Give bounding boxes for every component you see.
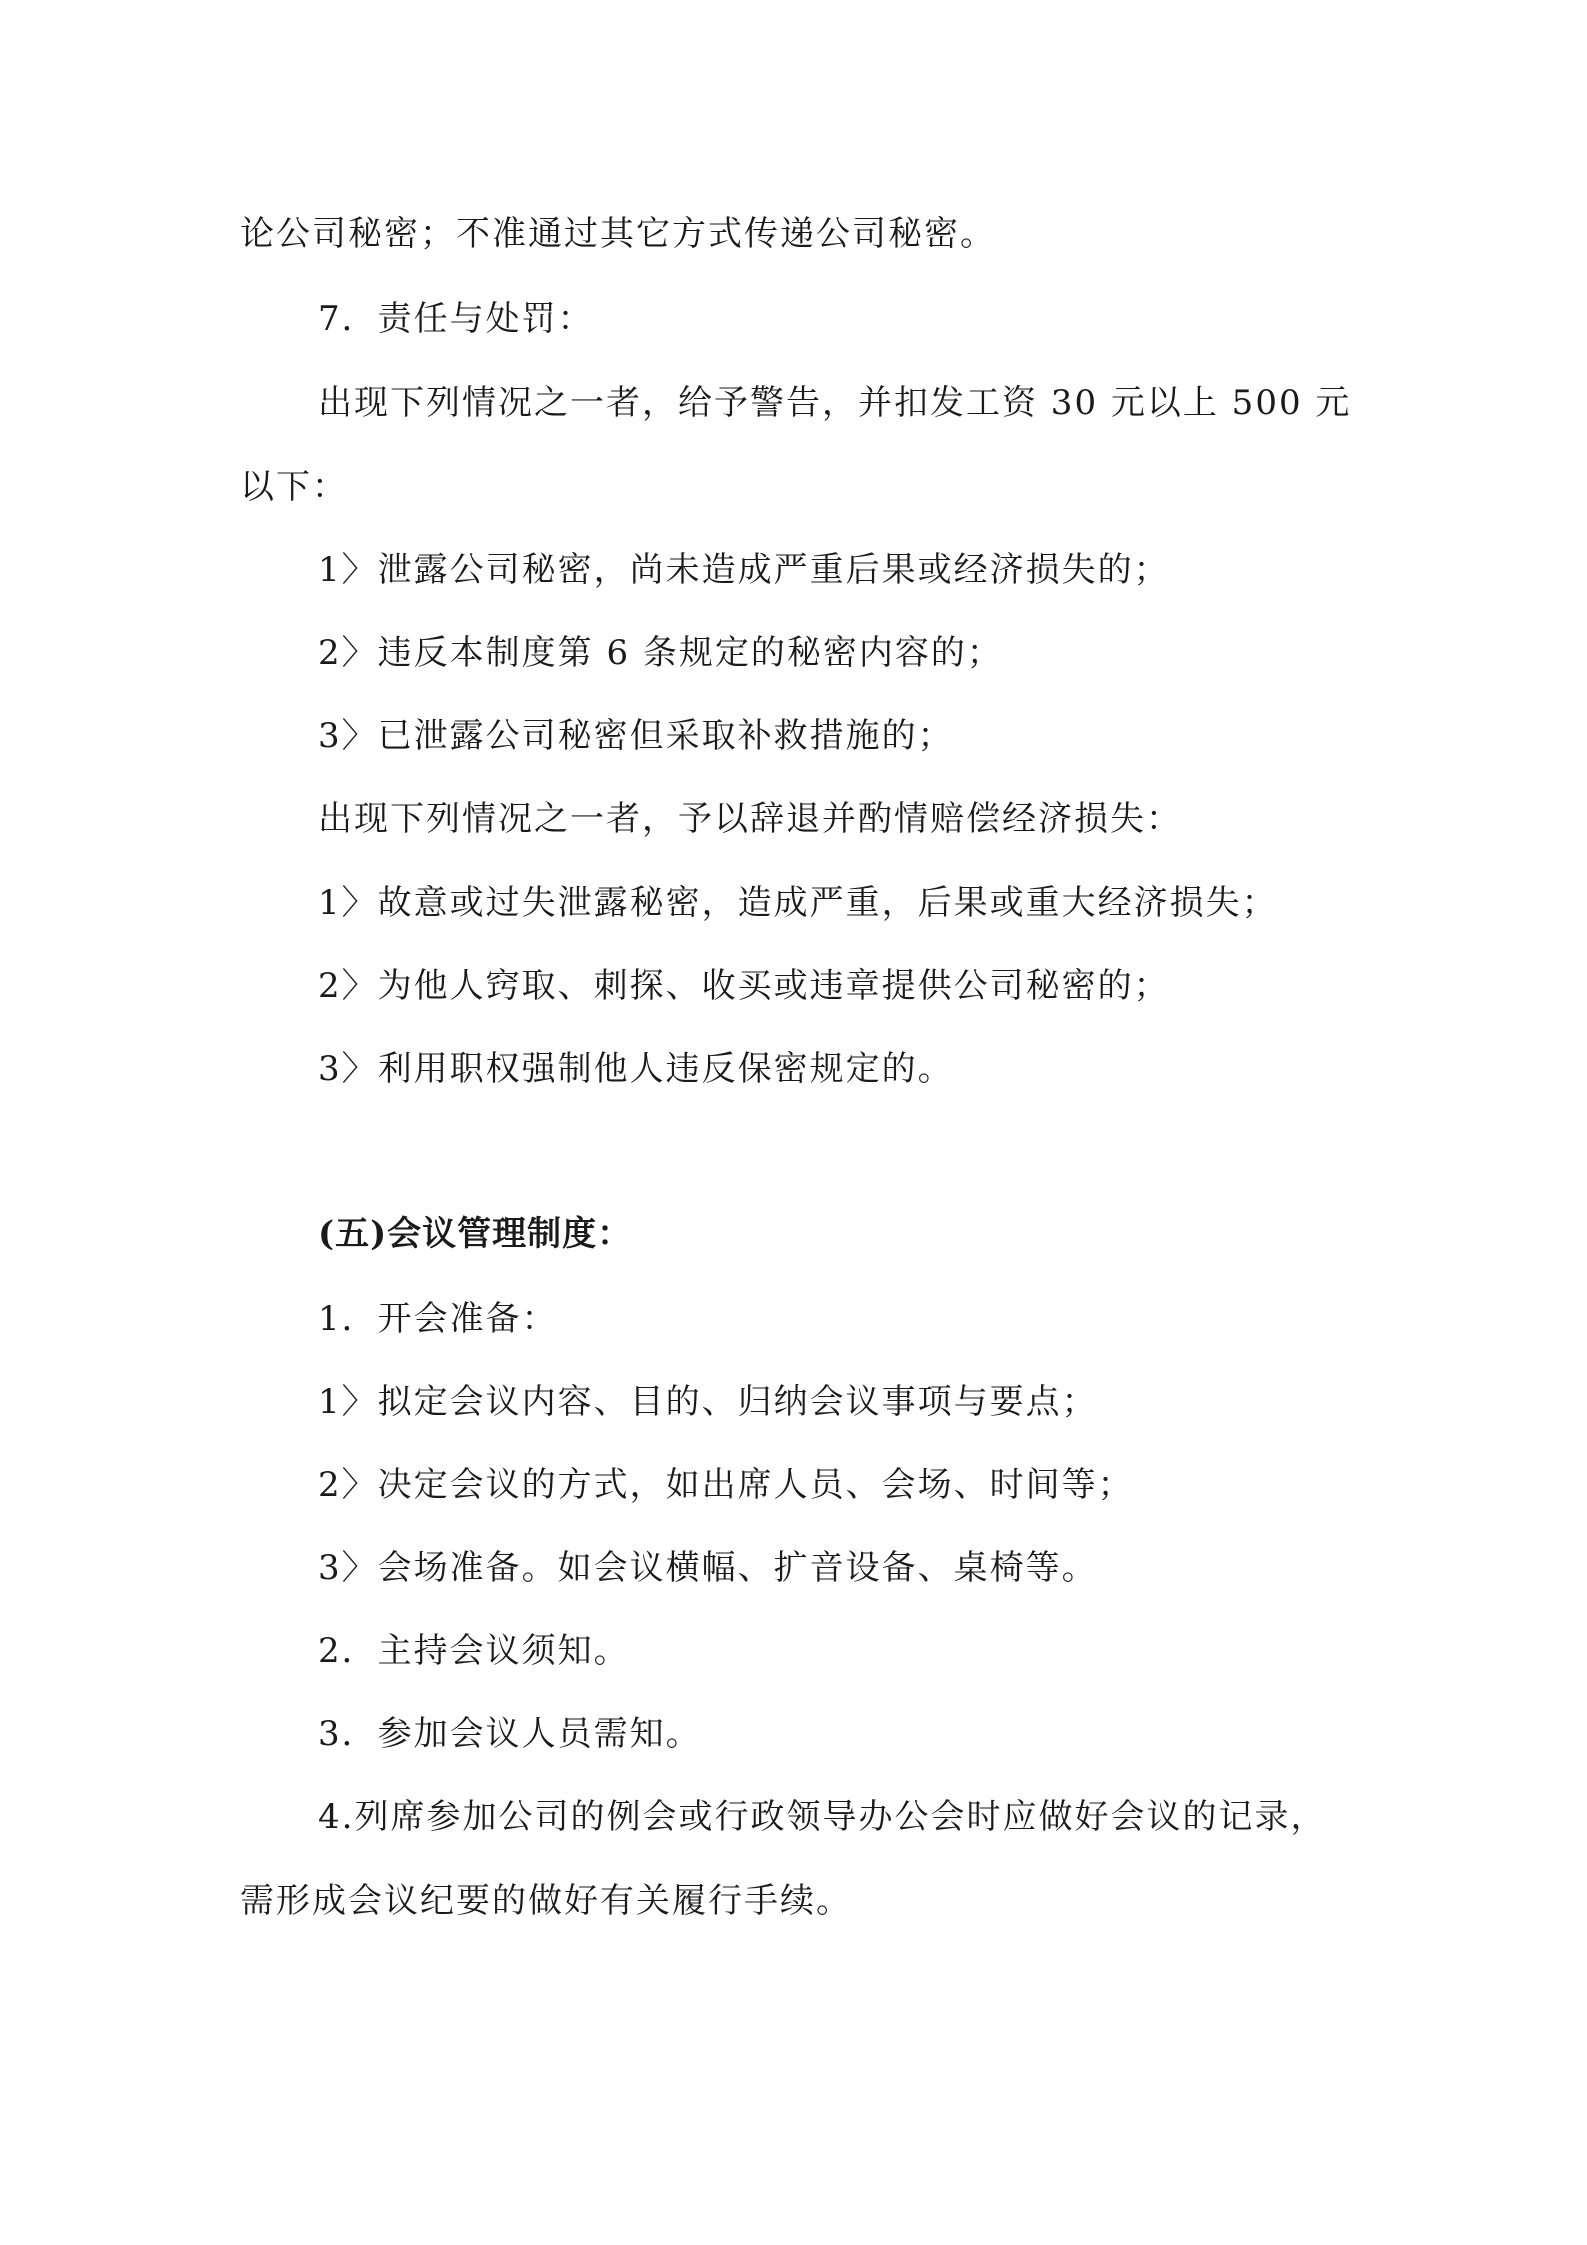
warning-item-3: 3〉已泄露公司秘密但采取补救措施的； <box>318 716 954 756</box>
paragraph-line-confidentiality-end: 论公司秘密；不准通过其它方式传递公司秘密。 <box>240 214 996 254</box>
dismissal-item-3: 3〉利用职权强制他人违反保密规定的。 <box>318 1049 954 1089</box>
dismissal-item-1: 1〉故意或过失泄露秘密，造成严重，后果或重大经济损失； <box>318 883 1278 923</box>
meeting-records-para: 4.列席参加公司的例会或行政领导办公会时应做好会议的记录， <box>318 1797 1327 1837</box>
meeting-prep-item-2: 2〉决定会议的方式，如出席人员、会场、时间等； <box>318 1465 1134 1505</box>
meeting-prep-item-1: 1〉拟定会议内容、目的、归纳会议事项与要点； <box>318 1382 1098 1422</box>
meeting-host-notes: 2．主持会议须知。 <box>318 1631 630 1671</box>
section-5-heading: (五)会议管理制度： <box>318 1214 633 1254</box>
dismissal-item-2: 2〉为他人窍取、刺探、收买或违章提供公司秘密的； <box>318 966 1170 1006</box>
meeting-prep-item-3: 3〉会场准备。如会议横幅、扩音设备、桌椅等。 <box>318 1548 1098 1588</box>
meeting-attendee-notes: 3．参加会议人员需知。 <box>318 1714 702 1754</box>
meeting-records-para-cont: 需形成会议纪要的做好有关履行手续。 <box>240 1881 852 1921</box>
warning-item-2: 2〉违反本制度第 6 条规定的秘密内容的； <box>318 633 1003 673</box>
section-7-title: 7．责任与处罚： <box>318 299 594 339</box>
meeting-prep-title: 1．开会准备： <box>318 1299 558 1339</box>
warning-conditions-intro: 出现下列情况之一者，给予警告，并扣发工资 30 元以上 500 元 <box>318 383 1352 423</box>
warning-conditions-intro-cont: 以下： <box>240 467 348 507</box>
warning-item-1: 1〉泄露公司秘密，尚未造成严重后果或经济损失的； <box>318 550 1170 590</box>
dismissal-conditions-intro: 出现下列情况之一者，予以辞退并酌情赔偿经济损失： <box>318 799 1182 839</box>
